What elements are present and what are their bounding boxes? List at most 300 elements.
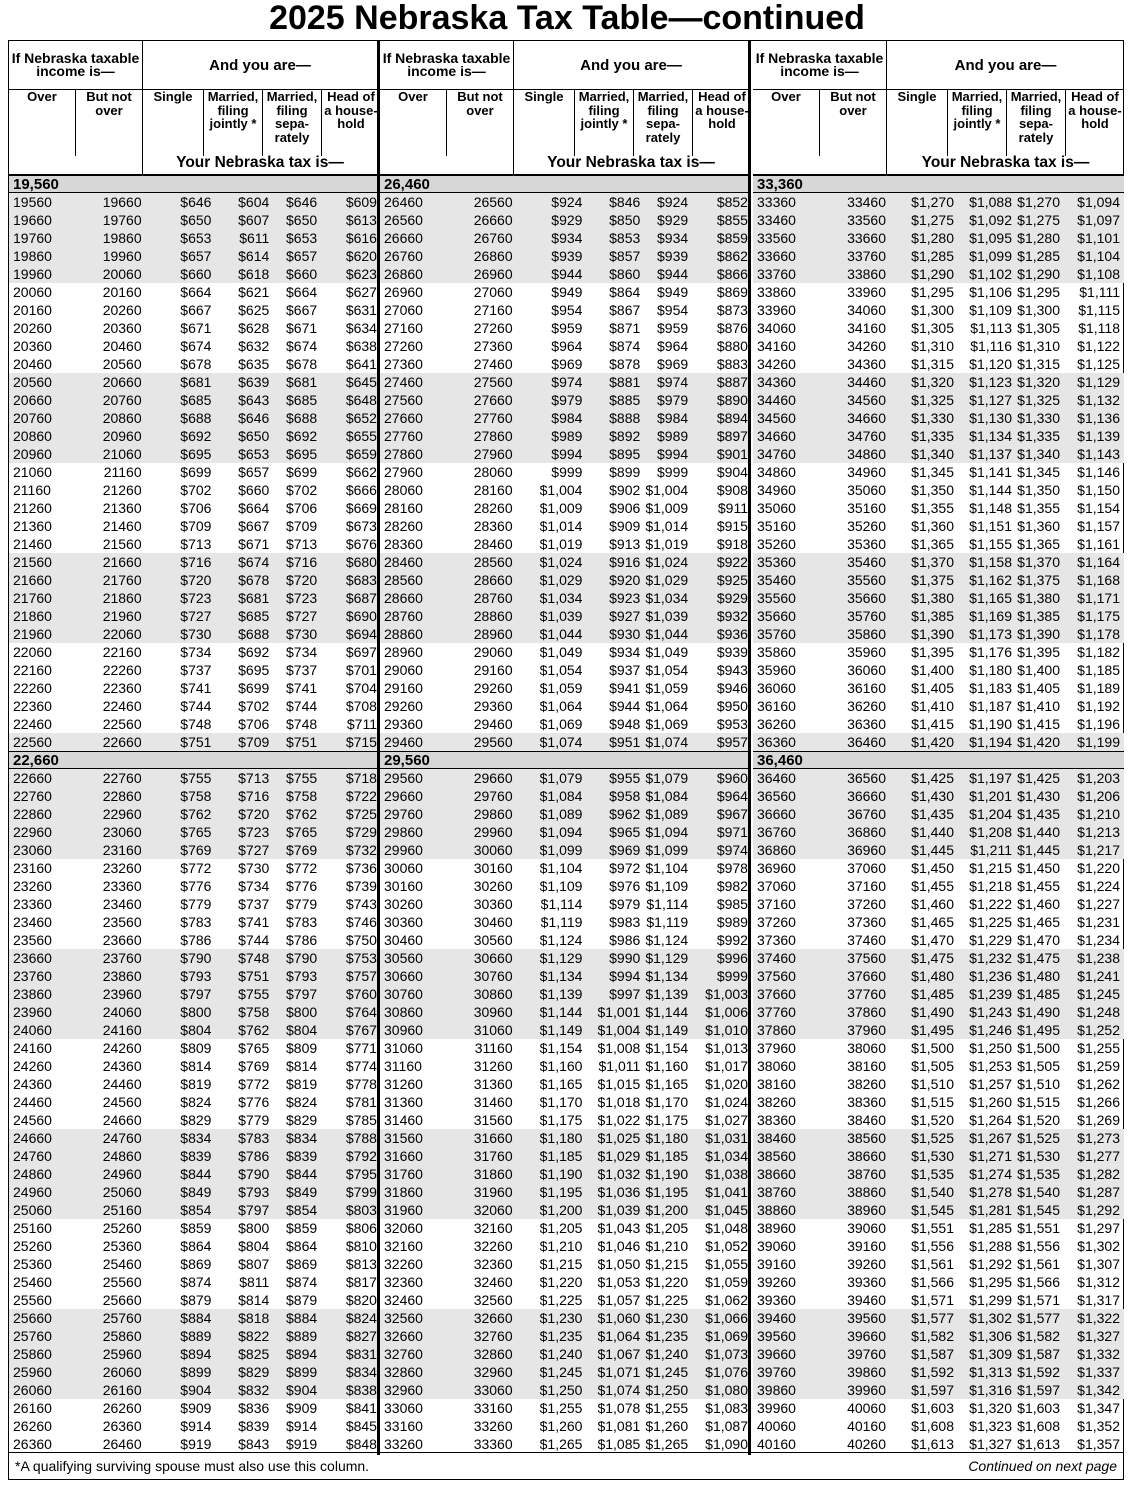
head-of-household-tax-cell: $974	[716, 842, 748, 858]
over-cell: 32560	[384, 1310, 423, 1326]
table-row	[753, 1435, 1124, 1453]
head-of-household-tax-cell: $774	[345, 1058, 377, 1074]
over-cell: 39260	[757, 1274, 796, 1290]
single-tax-cell: $1,430	[911, 788, 954, 804]
table-row	[9, 679, 377, 697]
head-of-household-tax-cell: $1,322	[1077, 1310, 1120, 1326]
single-tax-cell: $765	[180, 824, 212, 840]
table-row	[753, 1057, 1124, 1075]
but-not-over-cell: 33260	[473, 1418, 513, 1434]
single-tax-cell: $1,049	[539, 644, 583, 660]
but-not-over-cell: 31460	[473, 1094, 513, 1110]
page-title: 2025 Nebraska Tax Table—continued	[269, 0, 865, 37]
single-tax-cell: $797	[180, 986, 212, 1002]
over-cell: 26660	[384, 230, 423, 246]
over-cell: 35960	[757, 662, 796, 678]
table-row	[753, 931, 1124, 949]
head-of-household-tax-cell: $957	[716, 734, 748, 750]
table-row	[9, 409, 377, 427]
over-cell: 19960	[13, 266, 52, 282]
married-separately-tax-cell: $1,395	[1017, 644, 1060, 660]
table-row	[753, 769, 1124, 787]
married-jointly-tax-cell: $1,222	[969, 896, 1012, 912]
married-jointly-tax-cell: $664	[238, 500, 270, 516]
table-row	[9, 733, 377, 751]
table-row	[753, 319, 1124, 337]
married-jointly-tax-cell: $930	[609, 626, 641, 642]
married-separately-tax-cell: $1,285	[1017, 248, 1060, 264]
over-cell: 27160	[384, 320, 423, 336]
but-not-over-cell: 20560	[102, 356, 142, 372]
single-tax-cell: $685	[180, 392, 212, 408]
married-separately-tax-cell: $1,400	[1017, 662, 1060, 678]
but-not-over-cell: 24660	[102, 1112, 142, 1128]
over-cell: 30660	[384, 968, 423, 984]
single-tax-cell: $1,240	[539, 1346, 583, 1362]
table-row	[380, 877, 748, 895]
single-tax-cell: $1,185	[539, 1148, 583, 1164]
married-jointly-tax-cell: $983	[609, 914, 641, 930]
but-not-over-cell: 19660	[102, 194, 142, 210]
married-jointly-tax-cell: $1,281	[969, 1202, 1012, 1218]
table-row	[9, 247, 377, 265]
head-of-household-tax-cell: $1,097	[1077, 212, 1120, 228]
head-of-household-tax-cell: $862	[716, 248, 748, 264]
table-row	[753, 1255, 1124, 1273]
head-of-household-tax-cell: $855	[716, 212, 748, 228]
married-jointly-tax-cell: $723	[238, 824, 270, 840]
single-tax-cell: $688	[180, 410, 212, 426]
head-of-household-tax-cell: $834	[345, 1364, 377, 1380]
but-not-over-cell: 38460	[847, 1112, 886, 1128]
married-separately-tax-cell: $984	[657, 410, 689, 426]
but-not-over-cell: 39360	[847, 1274, 886, 1290]
single-tax-cell: $650	[180, 212, 212, 228]
table-row	[9, 265, 377, 283]
single-tax-cell: $751	[180, 734, 212, 750]
but-not-over-cell: 39660	[847, 1328, 886, 1344]
but-not-over-cell: 20660	[102, 374, 142, 390]
over-cell: 39060	[757, 1238, 796, 1254]
over-cell: 36060	[757, 680, 796, 696]
over-cell: 38960	[757, 1220, 796, 1236]
table-row	[753, 859, 1124, 877]
single-tax-cell: $1,470	[911, 932, 954, 948]
single-tax-cell: $1,084	[539, 788, 583, 804]
married-separately-tax-cell: $1,195	[645, 1184, 689, 1200]
head-of-household-tax-cell: $760	[345, 986, 377, 1002]
head-of-household-tax-cell: $694	[345, 626, 377, 642]
over-cell: 33760	[757, 266, 796, 282]
table-row	[380, 1327, 748, 1345]
over-cell: 27760	[384, 428, 423, 444]
over-cell: 20660	[13, 392, 52, 408]
income-header: If Nebraska taxable income is—	[380, 41, 514, 90]
table-row	[753, 1111, 1124, 1129]
over-cell: 31960	[384, 1202, 423, 1218]
head-of-household-tax-cell: $771	[345, 1040, 377, 1056]
married-jointly-tax-cell: $1,004	[597, 1022, 641, 1038]
but-not-over-cell: 37560	[847, 950, 886, 966]
table-row	[753, 1291, 1124, 1309]
but-not-over-cell: 20460	[102, 338, 142, 354]
head-of-household-tax-cell: $1,122	[1077, 338, 1120, 354]
married-separately-tax-cell: $919	[286, 1436, 318, 1452]
head-of-household-tax-cell: $638	[345, 338, 377, 354]
over-cell: 27560	[384, 392, 423, 408]
table-row	[753, 589, 1124, 607]
but-not-over-cell: 24260	[102, 1040, 142, 1056]
head-of-household-tax-cell: $1,252	[1077, 1022, 1120, 1038]
head-of-household-tax-cell: $1,292	[1077, 1202, 1120, 1218]
head-of-household-tax-cell: $729	[345, 824, 377, 840]
married-separately-tax-cell: $909	[286, 1400, 318, 1416]
married-jointly-tax-cell: $639	[238, 374, 270, 390]
over-cell: 23160	[13, 860, 52, 876]
but-not-over-cell: 29160	[473, 662, 513, 678]
but-not-over-cell: 39260	[847, 1256, 886, 1272]
table-row	[380, 319, 748, 337]
married-separately-tax-cell: $1,014	[645, 518, 689, 534]
but-not-over-cell: 36160	[847, 680, 886, 696]
married-jointly-tax-cell: $783	[238, 1130, 270, 1146]
married-separately-tax-cell: $699	[286, 464, 318, 480]
single-tax-cell: $934	[551, 230, 583, 246]
married-separately-tax-cell: $1,074	[645, 734, 689, 750]
single-tax-cell: $1,510	[911, 1076, 954, 1092]
married-jointly-tax-cell: $1,085	[597, 1436, 641, 1452]
but-not-over-cell: 28460	[473, 536, 513, 552]
over-cell: 33660	[757, 248, 796, 264]
head-of-household-tax-cell: $1,073	[705, 1346, 748, 1362]
over-cell: 33060	[384, 1400, 423, 1416]
table-row	[753, 463, 1124, 481]
married-jointly-tax-cell: $643	[238, 392, 270, 408]
table-row	[753, 193, 1124, 211]
but-not-over-cell: 26560	[473, 194, 513, 210]
over-cell: 30860	[384, 1004, 423, 1020]
single-tax-cell: $1,571	[911, 1292, 954, 1308]
single-tax-cell: $678	[180, 356, 212, 372]
married-separately-tax-cell: $1,180	[645, 1130, 689, 1146]
married-separately-tax-cell: $769	[286, 842, 318, 858]
but-not-over-cell: 35860	[847, 626, 886, 642]
married-separately-tax-cell: $765	[286, 824, 318, 840]
but-not-over-cell: 39460	[847, 1292, 886, 1308]
but-not-over-cell: 31060	[473, 1022, 513, 1038]
table-row	[753, 535, 1124, 553]
table-row	[753, 733, 1124, 751]
but-not-over-cell: 35060	[847, 482, 886, 498]
head-of-household-tax-cell: $764	[345, 1004, 377, 1020]
single-tax-cell: $1,480	[911, 968, 954, 984]
over-cell: 22560	[13, 734, 52, 750]
table-row	[753, 1147, 1124, 1165]
but-not-over-cell: 35160	[847, 500, 886, 516]
single-tax-cell: $1,320	[911, 374, 954, 390]
over-cell: 20260	[13, 320, 52, 336]
head-of-household-tax-cell: $1,034	[705, 1148, 748, 1164]
single-tax-cell: $1,520	[911, 1112, 954, 1128]
married-jointly-tax-cell: $1,064	[597, 1328, 641, 1344]
single-tax-cell: $1,225	[539, 1292, 583, 1308]
head-of-household-tax-cell: $1,045	[705, 1202, 748, 1218]
married-separately-tax-cell: $1,410	[1017, 698, 1060, 714]
married-separately-tax-cell: $884	[286, 1310, 318, 1326]
but-not-over-cell: 26960	[473, 266, 513, 282]
married-separately-tax-cell: $974	[657, 374, 689, 390]
table-row	[9, 805, 377, 823]
head-of-household-header: Head of a house- hold	[1068, 89, 1122, 131]
table-row	[9, 553, 377, 571]
table-row	[9, 571, 377, 589]
over-cell: 33160	[384, 1418, 423, 1434]
married-jointly-tax-cell: $1,295	[969, 1274, 1012, 1290]
table-row	[380, 823, 748, 841]
single-tax-cell: $1,355	[911, 500, 954, 516]
but-not-over-cell: 20160	[102, 284, 142, 300]
but-not-over-cell: 27560	[473, 374, 513, 390]
head-of-household-tax-cell: $803	[345, 1202, 377, 1218]
single-tax-cell: $984	[551, 410, 583, 426]
single-tax-cell: $1,405	[911, 680, 954, 696]
table-row	[380, 571, 748, 589]
section-header: 33,360	[753, 175, 1124, 193]
married-separately-tax-cell: $1,275	[1017, 212, 1060, 228]
over-cell: 25560	[13, 1292, 52, 1308]
but-not-over-cell: 31660	[473, 1130, 513, 1146]
head-of-household-tax-cell: $873	[716, 302, 748, 318]
but-not-over-cell: 24760	[102, 1130, 142, 1146]
but-not-over-cell: 37260	[847, 896, 886, 912]
over-cell: 38860	[757, 1202, 796, 1218]
head-of-household-tax-cell: $1,108	[1077, 266, 1120, 282]
married-jointly-tax-cell: $927	[609, 608, 641, 624]
single-tax-cell: $1,315	[911, 356, 954, 372]
head-of-household-tax-cell: $746	[345, 914, 377, 930]
married-jointly-tax-cell: $1,236	[969, 968, 1012, 984]
single-tax-cell: $1,375	[911, 572, 954, 588]
over-cell: 39560	[757, 1328, 796, 1344]
married-jointly-tax-cell: $1,053	[597, 1274, 641, 1290]
head-of-household-tax-cell: $967	[716, 806, 748, 822]
single-tax-cell: $1,475	[911, 950, 954, 966]
married-jointly-tax-cell: $1,102	[969, 266, 1012, 282]
but-not-over-cell: 26060	[102, 1364, 142, 1380]
but-not-over-cell: 25060	[102, 1184, 142, 1200]
single-tax-cell: $1,265	[539, 1436, 583, 1452]
married-separately-tax-cell: $695	[286, 446, 318, 462]
but-not-over-cell: 26460	[102, 1436, 142, 1452]
table-row	[380, 463, 748, 481]
married-separately-tax-cell: $899	[286, 1364, 318, 1380]
but-not-over-cell: 30160	[473, 860, 513, 876]
table-row	[9, 877, 377, 895]
but-not-over-cell: 31560	[473, 1112, 513, 1128]
over-cell: 24860	[13, 1166, 52, 1182]
over-cell: 37660	[757, 986, 796, 1002]
married-separately-tax-cell: $1,225	[645, 1292, 689, 1308]
married-jointly-tax-cell: $604	[238, 194, 270, 210]
but-not-over-cell: 35760	[847, 608, 886, 624]
married-separately-tax-cell: $797	[286, 986, 318, 1002]
married-jointly-tax-cell: $864	[609, 284, 641, 300]
single-tax-cell: $1,335	[911, 428, 954, 444]
over-cell: 22360	[13, 698, 52, 714]
over-cell: 28560	[384, 572, 423, 588]
but-not-over-cell: 28760	[473, 590, 513, 606]
married-separately-tax-cell: $744	[286, 698, 318, 714]
married-separately-tax-cell: $1,255	[645, 1400, 689, 1416]
head-of-household-tax-cell: $1,206	[1077, 788, 1120, 804]
married-jointly-tax-cell: $1,057	[597, 1292, 641, 1308]
over-cell: 24660	[13, 1130, 52, 1146]
over-header: Over	[380, 90, 447, 156]
single-tax-cell: $1,094	[539, 824, 583, 840]
head-of-household-tax-cell: $1,027	[705, 1112, 748, 1128]
head-of-household-tax-cell: $841	[345, 1400, 377, 1416]
over-cell: 29260	[384, 698, 423, 714]
single-tax-cell: $1,300	[911, 302, 954, 318]
married-separately-tax-cell: $758	[286, 788, 318, 804]
head-of-household-tax-cell: $1,125	[1077, 356, 1120, 372]
head-of-household-tax-cell: $852	[716, 194, 748, 210]
single-tax-cell: $1,250	[539, 1382, 583, 1398]
single-tax-cell: $989	[551, 428, 583, 444]
single-tax-cell: $1,275	[911, 212, 954, 228]
over-cell: 31460	[384, 1112, 423, 1128]
married-jointly-tax-cell: $906	[609, 500, 641, 516]
head-of-household-tax-cell: $704	[345, 680, 377, 696]
married-separately-tax-cell: $994	[657, 446, 689, 462]
married-jointly-tax-cell: $1,015	[597, 1076, 641, 1092]
single-tax-cell: $1,305	[911, 320, 954, 336]
married-separately-tax-cell: $1,465	[1017, 914, 1060, 930]
single-tax-cell: $692	[180, 428, 212, 444]
over-cell: 26460	[384, 194, 423, 210]
married-separately-tax-cell: $1,144	[645, 1004, 689, 1020]
single-tax-cell: $1,530	[911, 1148, 954, 1164]
married-separately-tax-cell: $730	[286, 626, 318, 642]
but-not-over-cell: 27660	[473, 392, 513, 408]
married-jointly-tax-cell: $944	[609, 698, 641, 714]
but-not-over-cell: 20260	[102, 302, 142, 318]
over-cell: 24060	[13, 1022, 52, 1038]
table-row	[753, 949, 1124, 967]
single-header: Single	[143, 90, 204, 156]
married-separately-tax-cell: $1,571	[1017, 1292, 1060, 1308]
head-of-household-tax-cell: $1,115	[1078, 302, 1120, 318]
but-not-over-cell: 30060	[473, 842, 513, 858]
but-not-over-cell: 38960	[847, 1202, 886, 1218]
married-jointly-tax-cell: $688	[238, 626, 270, 642]
table-row	[9, 373, 377, 391]
married-separately-tax-cell: $1,510	[1017, 1076, 1060, 1092]
but-not-over-cell: 28060	[473, 464, 513, 480]
single-tax-cell: $1,285	[911, 248, 954, 264]
your-tax-header: Your Nebraska tax is—	[921, 154, 1090, 171]
over-cell: 19760	[13, 230, 52, 246]
table-row	[380, 967, 748, 985]
married-jointly-tax-cell: $839	[238, 1418, 270, 1434]
head-of-household-tax-cell: $1,227	[1077, 896, 1120, 912]
head-of-household-tax-cell: $827	[345, 1328, 377, 1344]
table-row	[380, 409, 748, 427]
table-row	[753, 1165, 1124, 1183]
table-row	[9, 1021, 377, 1039]
head-of-household-tax-cell: $1,327	[1077, 1328, 1120, 1344]
married-separately-tax-cell: $1,295	[1017, 284, 1060, 300]
married-jointly-tax-cell: $955	[609, 770, 641, 786]
head-of-household-tax-cell: $911	[717, 500, 748, 516]
over-cell: 31060	[384, 1040, 423, 1056]
married-separately-tax-cell: $1,160	[645, 1058, 689, 1074]
but-not-over-cell: 39060	[847, 1220, 886, 1236]
over-cell: 34060	[757, 320, 796, 336]
married-jointly-tax-cell: $1,316	[969, 1382, 1012, 1398]
over-cell: 39760	[757, 1364, 796, 1380]
married-jointly-tax-cell: $1,204	[969, 806, 1012, 822]
single-tax-cell: $929	[551, 212, 583, 228]
table-row	[9, 589, 377, 607]
single-tax-cell: $1,190	[539, 1166, 583, 1182]
head-of-household-tax-cell: $978	[716, 860, 748, 876]
head-of-household-tax-cell: $936	[716, 626, 748, 642]
table-row	[9, 697, 377, 715]
married-separately-tax-cell: $1,435	[1017, 806, 1060, 822]
married-jointly-tax-cell: $1,323	[969, 1418, 1012, 1434]
but-not-over-cell: 26760	[473, 230, 513, 246]
over-cell: 36560	[757, 788, 796, 804]
single-tax-cell: $1,540	[911, 1184, 954, 1200]
head-of-household-tax-cell: $890	[716, 392, 748, 408]
over-cell: 22460	[13, 716, 52, 732]
married-separately-tax-cell: $1,230	[645, 1310, 689, 1326]
single-tax-cell: $776	[180, 878, 212, 894]
married-separately-tax-cell: $979	[657, 392, 689, 408]
your-tax-header: Your Nebraska tax is—	[176, 154, 344, 171]
married-jointly-tax-cell: $1,127	[969, 392, 1012, 408]
table-row	[9, 1039, 377, 1057]
single-tax-cell: $1,545	[911, 1202, 954, 1218]
married-separately-tax-cell: $1,485	[1017, 986, 1060, 1002]
married-separately-tax-cell: $1,425	[1017, 770, 1060, 786]
married-jointly-tax-cell: $1,060	[597, 1310, 641, 1326]
single-tax-cell: $849	[180, 1184, 212, 1200]
married-jointly-tax-cell: $1,137	[969, 446, 1012, 462]
but-not-over-cell: 32460	[473, 1274, 513, 1290]
over-cell: 31360	[384, 1094, 423, 1110]
but-not-over-cell: 22160	[102, 644, 142, 660]
married-jointly-tax-cell: $1,232	[969, 950, 1012, 966]
over-cell: 36960	[757, 860, 796, 876]
married-separately-tax-cell: $1,405	[1017, 680, 1060, 696]
single-tax-cell: $1,280	[911, 230, 954, 246]
head-of-household-tax-cell: $1,224	[1077, 878, 1120, 894]
continued-note: Continued on next page	[968, 1458, 1117, 1474]
married-separately-tax-cell: $727	[286, 608, 318, 624]
married-jointly-tax-cell: $678	[238, 572, 270, 588]
tax-table	[8, 40, 1124, 1480]
married-jointly-tax-cell: $1,151	[969, 518, 1012, 534]
but-not-over-cell: 28660	[473, 572, 513, 588]
head-of-household-tax-cell: $1,185	[1077, 662, 1120, 678]
table-row	[9, 535, 377, 553]
married-jointly-tax-cell: $1,130	[969, 410, 1012, 426]
but-not-over-cell: 37860	[847, 1004, 886, 1020]
married-separately-tax-cell: $1,320	[1017, 374, 1060, 390]
married-jointly-tax-cell: $772	[238, 1076, 270, 1092]
